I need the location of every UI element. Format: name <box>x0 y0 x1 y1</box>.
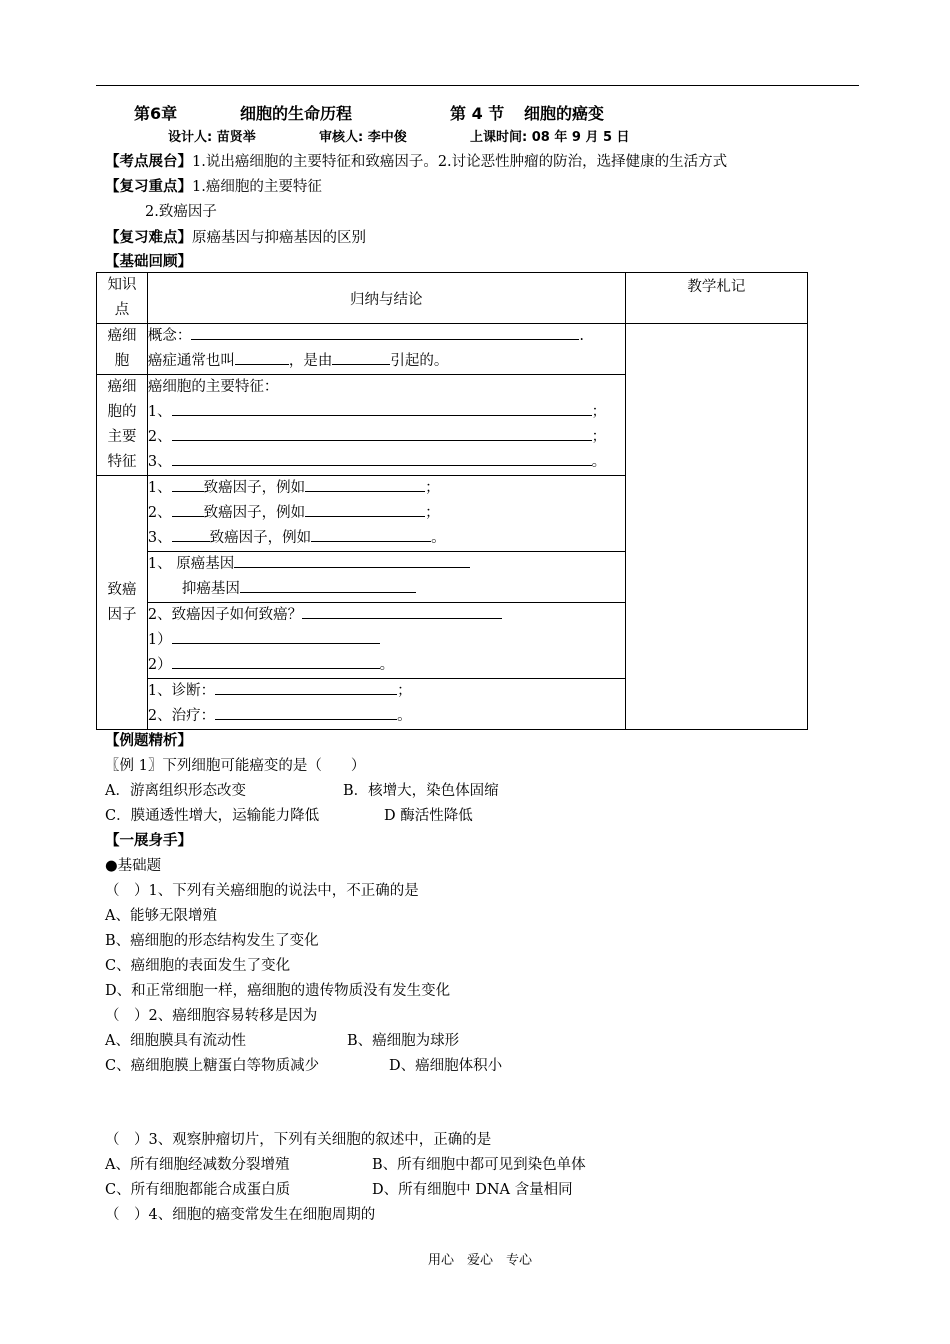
carcinogen-types: 1、 致癌因子，例如 ； 2、 致癌因子，例如 ； 3、 致癌因子，例如 。 <box>147 476 625 552</box>
exam-points-label: 【考点展台】 <box>105 154 192 170</box>
practice-label: 【一展身手】 <box>105 833 192 849</box>
review-focus <box>105 175 322 196</box>
question-2-option-d: D、癌细胞体积小 <box>389 1058 503 1074</box>
col-header-notes: 教学札记 <box>625 273 807 324</box>
diagnosis-treatment: 1、诊断： ； 2、治疗： 。 <box>147 679 625 730</box>
cancer-cell-concept: 概念： . 癌症通常也叫 ，是由 引起的。 <box>147 324 625 375</box>
example-option-b: B．核增大，染色体固缩 <box>343 783 499 799</box>
review-difficulty <box>105 226 366 247</box>
question-3: （ ）3、观察肿瘤切片，下列有关细胞的叙述中，正确的是 <box>105 1132 492 1148</box>
kp-main-features: 癌细胞的主要特征 <box>97 375 148 476</box>
review-focus-item1: 1.癌细胞的主要特征 <box>192 179 322 195</box>
class-time: 上课时间: 08 年 9 月 5 日 <box>470 130 630 145</box>
question-2-option-b: B、癌细胞为球形 <box>347 1033 460 1049</box>
reviewer: 审核人: 李中俊 <box>319 130 407 145</box>
review-difficulty-label: 【复习难点】 <box>105 230 192 246</box>
oncogenes: 1、 原癌基因 抑癌基因 <box>147 552 625 603</box>
exam-points-text: 1.说出癌细胞的主要特征和致癌因子。2.讨论恶性肿瘤的防治，选择健康的生活方式 <box>192 154 728 170</box>
example-option-d: D 酶活性降低 <box>384 808 473 824</box>
question-2-option-c: C、癌细胞膜上糖蛋白等物质减少 <box>105 1058 320 1074</box>
kp-cancer-cell: 癌细胞 <box>97 324 148 375</box>
question-3-option-b: B、所有细胞中都可见到染色单体 <box>372 1157 586 1173</box>
section-number: 第 4 节 <box>450 104 505 123</box>
designer: 设计人: 苗贤举 <box>168 130 256 145</box>
basic-review-label: 【基础回顾】 <box>105 254 192 270</box>
col-header-knowledge-point: 知识点 <box>97 273 148 324</box>
example-option-c: C．膜通透性增大，运输能力降低 <box>105 808 320 824</box>
main-features: 癌细胞的主要特征： 1、 ； 2、 ； 3、 。 <box>147 375 625 476</box>
basic-questions-heading: ●基础题 <box>105 858 162 874</box>
question-1: （ ）1、下列有关癌细胞的说法中，不正确的是 <box>105 883 419 899</box>
review-focus-label: 【复习重点】 <box>105 179 192 195</box>
top-rule <box>96 85 859 86</box>
question-3-option-a: A、所有细胞经减数分裂增殖 <box>105 1157 290 1173</box>
example-stem: 〖例 1〗下列细胞可能癌变的是（ ） <box>105 758 366 774</box>
col-header-summary: 归纳与结论 <box>147 273 625 324</box>
question-1-option-c: C、癌细胞的表面发生了变化 <box>105 958 291 974</box>
chapter-title: 细胞的生命历程 <box>240 104 353 123</box>
review-focus-item2: 2.致癌因子 <box>145 204 217 220</box>
question-2: （ ）2、癌细胞容易转移是因为 <box>105 1008 318 1024</box>
kp-carcinogens: 致癌因子 <box>97 476 148 730</box>
question-3-option-d: D、所有细胞中 DNA 含量相同 <box>372 1182 573 1198</box>
example-option-a: A．游离组织形态改变 <box>105 783 246 799</box>
review-difficulty-text: 原癌基因与抑癌基因的区别 <box>192 230 366 246</box>
question-2-option-a: A、细胞膜具有流动性 <box>105 1033 246 1049</box>
question-1-option-d: D、和正常细胞一样，癌细胞的遗传物质没有发生变化 <box>105 983 451 999</box>
question-1-option-a: A、能够无限增殖 <box>105 908 217 924</box>
example-label: 【例题精析】 <box>105 733 192 749</box>
section-title: 细胞的癌变 <box>524 104 605 123</box>
page-footer: 用心 爱心 专心 <box>428 1253 533 1268</box>
carcinogenesis-mechanism: 2、致癌因子如何致癌？ 1） 2） 。 <box>147 603 625 679</box>
chapter-number: 第6章 <box>134 104 178 123</box>
review-table <box>96 272 808 730</box>
question-4: （ ）4、细胞的癌变常发生在细胞周期的 <box>105 1207 376 1223</box>
teaching-notes-area <box>625 324 807 730</box>
question-3-option-c: C、所有细胞都能合成蛋白质 <box>105 1182 291 1198</box>
exam-points <box>105 150 727 171</box>
question-1-option-b: B、癌细胞的形态结构发生了变化 <box>105 933 319 949</box>
